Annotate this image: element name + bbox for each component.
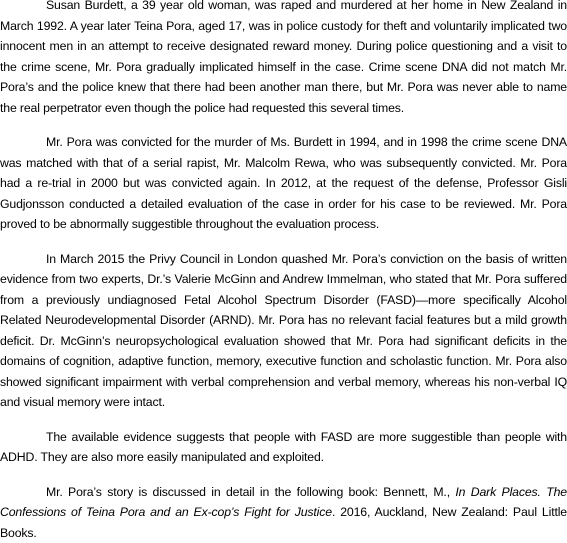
paragraph-privy-council: In March 2015 the Privy Council in London quashed Mr. Pora’s conviction on the basis of written evidence from two experts, Dr.’s Valerie McGinn and Andrew Immelman, who stated that Mr. Pora suffered from a previously undiagnosed Fetal Alcohol Spectrum Disorder (FASD)—more specifically Alcohol Related Neurodevelopmental Disorder (ARND). Mr. Pora has no relevant facial features but a mild growth deficit. Dr. McGinn’s neuropsychological evaluation showed that Mr. Pora had significant deficits in the domains of cognition, adaptive function, memory, executive function and scholastic function. Mr. Pora also showed significant impairment with verbal comprehension and verbal memory, whereas his non-verbal IQ and visual memory were intact. (0, 249, 567, 413)
book-title: In Dark Places. The Confessions of Teina Pora and an Ex-cop’s Fight for Justice (0, 485, 567, 520)
paragraph-book-reference (0, 482, 567, 543)
reference-lead-text: Mr. Pora’s story is discussed in detail in the following book: Bennett, M., (46, 485, 455, 499)
reference-publication: . 2016, Auckland, New Zealand: Paul Little Books. (0, 505, 567, 540)
paragraph-fasd-evidence: The available evidence suggests that people with FASD are more suggestible than people with ADHD. They are also more easily manipulated and exploited. (0, 427, 567, 468)
paragraph-case-background: Susan Burdett, a 39 year old woman, was raped and murdered at her home in New Zealand in March 1992. A year later Teina Pora, aged 17, was in police custody for theft and voluntarily implicated two innocent men in an attempt to receive designated reward money. During police questioning and a visit to the crime scene, Mr. Pora gradually implicated himself in the case. Crime scene DNA did not match Mr. Pora’s and the police knew that there had been another man there, but Mr. Pora was never able to name the real perpetrator even though the police had requested this several times. (0, 0, 567, 118)
paragraph-conviction: Mr. Pora was convicted for the murder of Ms. Burdett in 1994, and in 1998 the crime scene DNA was matched with that of a serial rapist, Mr. Malcolm Rewa, who was subsequently convicted. Mr. Pora had a re-trial in 2000 but was convicted again. In 2012, at the request of the defense, Professor Gisli Gudjonsson conducted a detailed evaluation of the case in order for his case to be reviewed. Mr. Pora proved to be abnormally suggestible throughout the evaluation process. (0, 132, 567, 235)
